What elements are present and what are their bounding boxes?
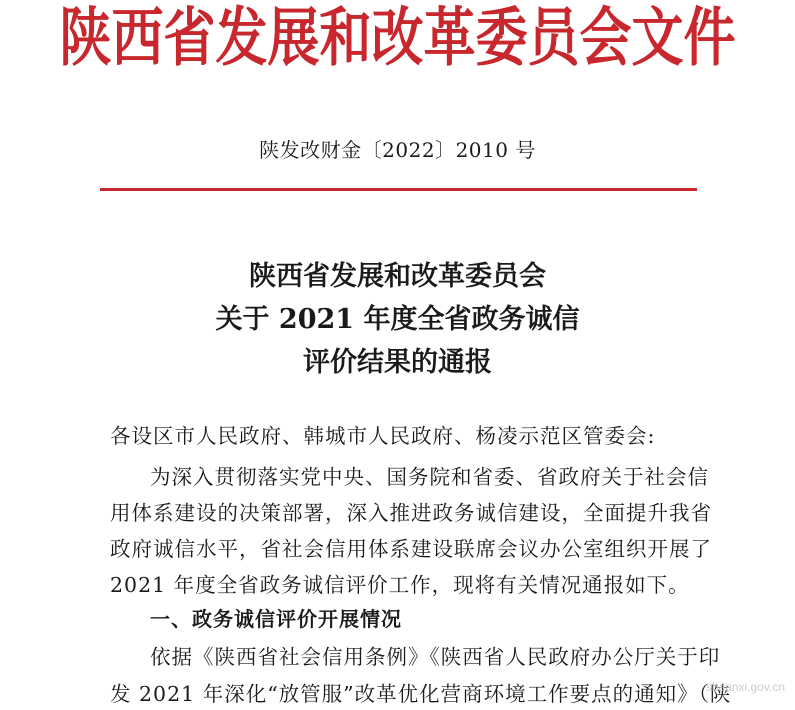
document-title-line-3: 评价结果的通报 <box>303 347 492 378</box>
paragraph-1-line-3: 政府诚信水平，省社会信用体系建设联席会议办公室组织开展了 <box>110 537 712 561</box>
paragraph-1-line-1: 为深入贯彻落实党中央、国务院和省委、省政府关于社会信 <box>150 465 709 489</box>
addressee-line: 各设区市人民政府、韩城市人民政府、杨凌示范区管委会: <box>110 424 656 448</box>
site-watermark: shaanxi.gov.cn <box>705 680 785 694</box>
paragraph-2-line-2: 发 2021 年深化“放管服”改革优化营商环境工作要点的通知》（陕 <box>110 682 732 706</box>
paragraph-1-line-4: 2021 年度全省政务诚信评价工作，现将有关情况通报如下。 <box>110 573 690 597</box>
paragraph-1-line-2: 用体系建设的决策部署，深入推进政务诚信建设，全面提升我省 <box>110 501 712 525</box>
masthead-title: 陕西省发展和改革委员会文件 <box>59 2 736 76</box>
document-title-line-2: 关于 2021 年度全省政务诚信 <box>215 304 580 335</box>
paragraph-2-line-1: 依据《陕西省社会信用条例》《陕西省人民政府办公厅关于印 <box>150 645 721 669</box>
document-title-line-1: 陕西省发展和改革委员会 <box>249 261 546 292</box>
section-heading-1: 一、政务诚信评价开展情况 <box>150 607 402 631</box>
document-number: 陕发改财金〔2022〕2010 号 <box>259 138 536 162</box>
red-divider-rule <box>100 188 697 191</box>
